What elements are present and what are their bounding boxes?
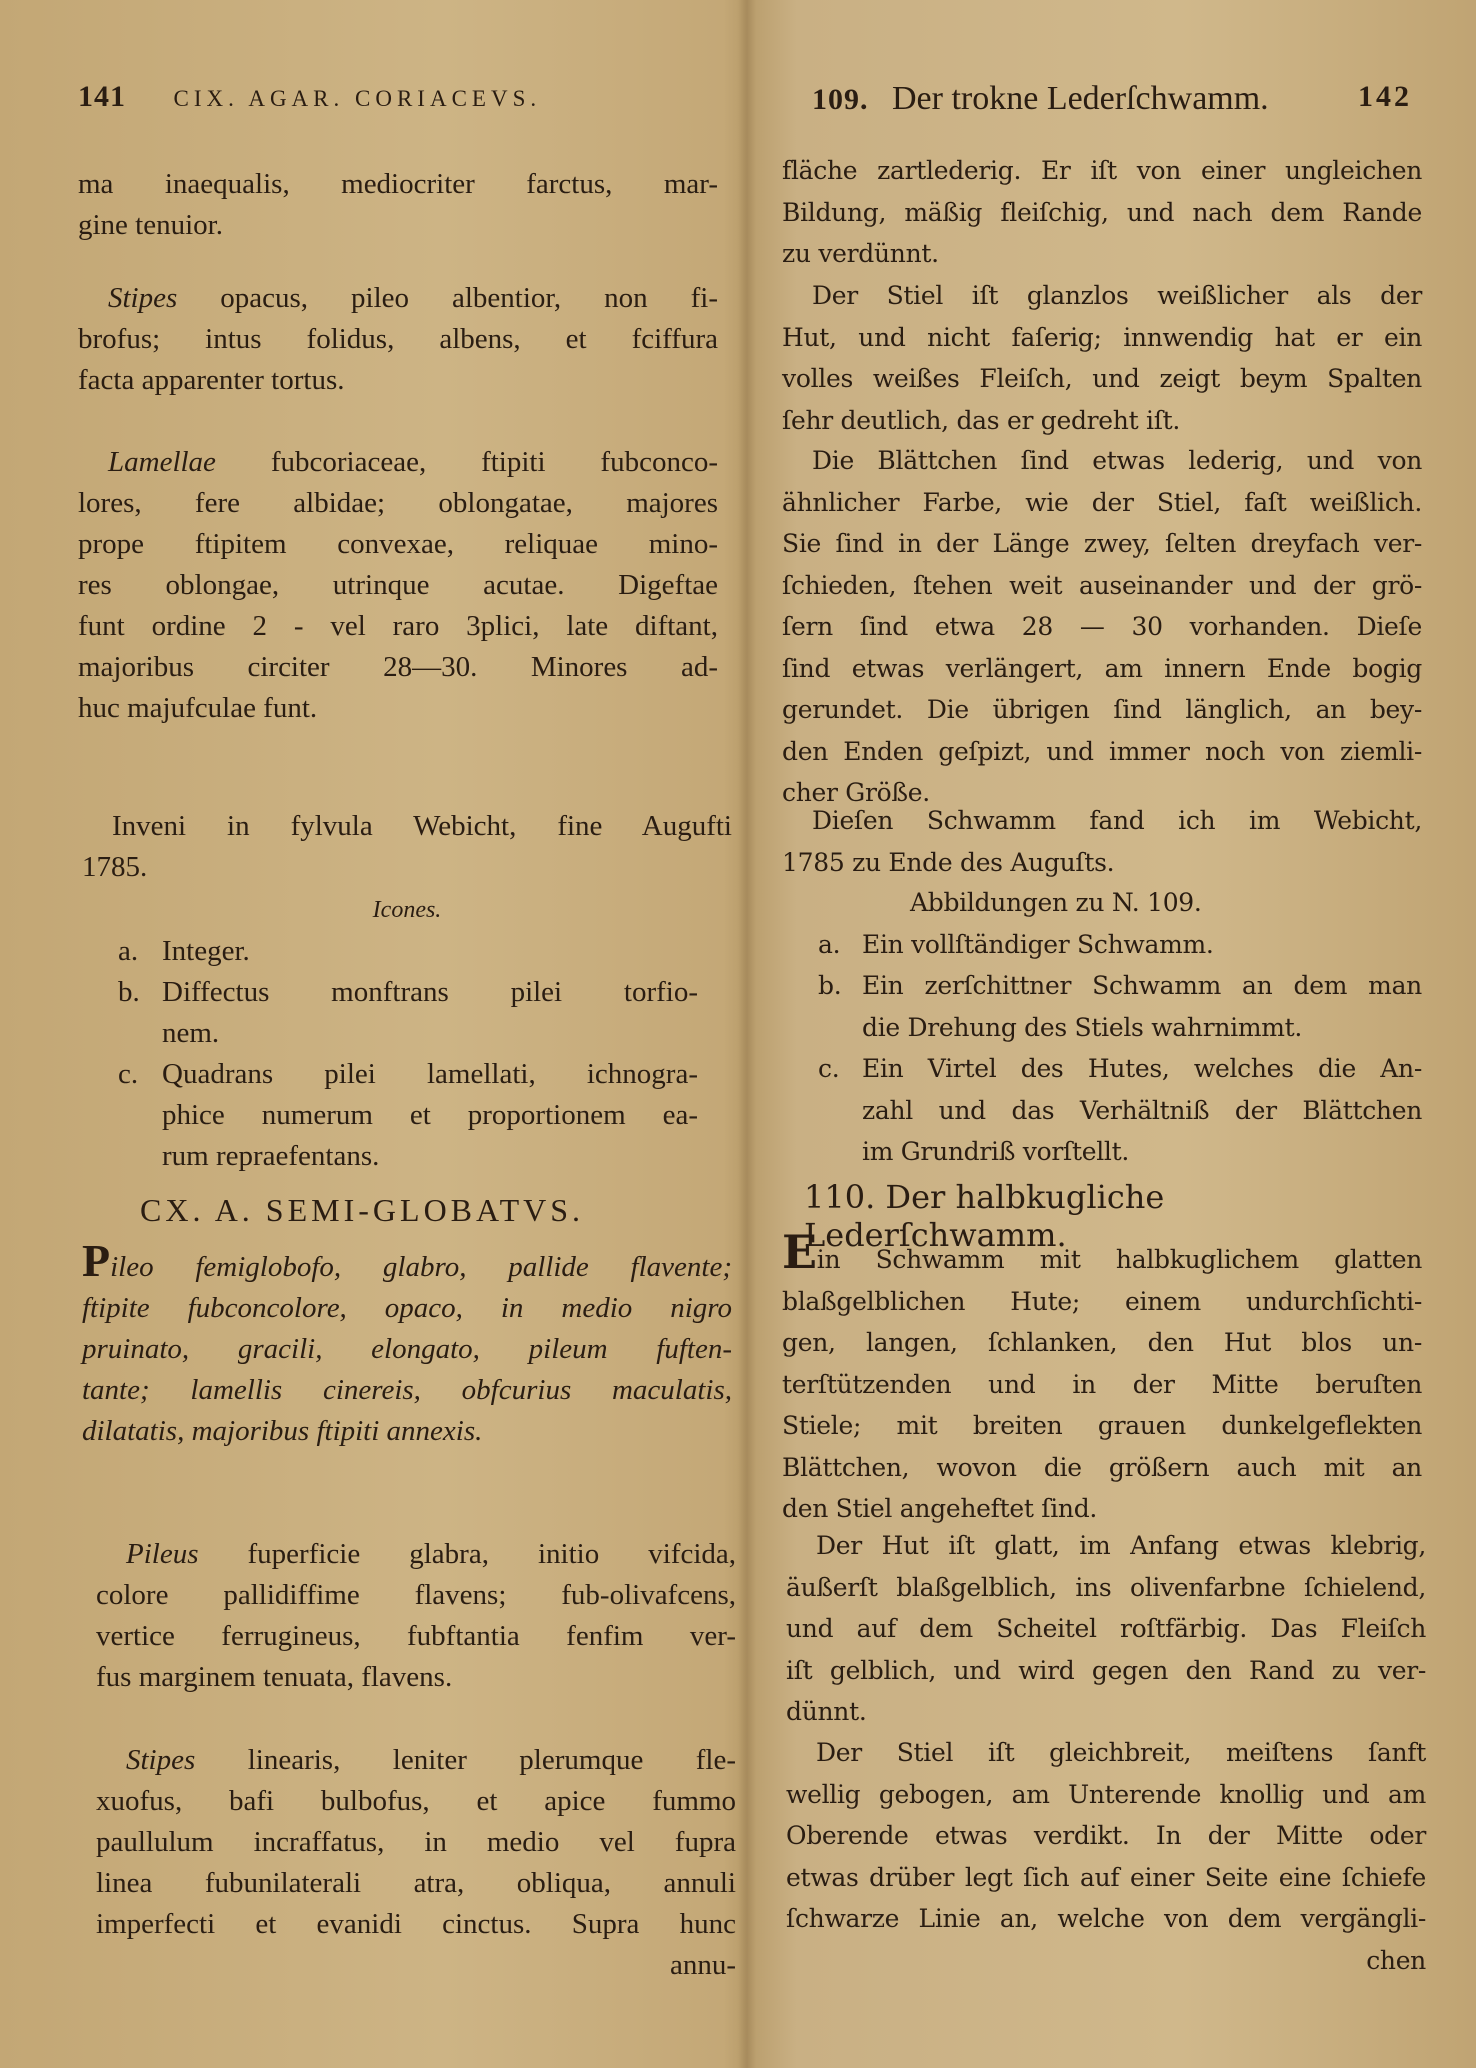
icones-heading: Icones. [372, 897, 442, 923]
text-line: facta apparenter tortus. [78, 364, 345, 396]
left-paragraph-pileus: Pileus fuperficie glabra, initio vifcida, colore pallidiffime flavens; fub-olivafcens, vertice ferrugineus, fubftantia fenfim ver- fus marginem tenuata, flavens. [96, 1538, 736, 1693]
catchword-right: chen [1366, 1945, 1426, 1975]
right-running-header [812, 80, 1412, 118]
left-paragraph-lamellae [78, 442, 718, 729]
right-entry-number: 109. [812, 83, 869, 116]
right-section-heading: 110. Der halbkugliche Lederſchwamm. [804, 1178, 1165, 1254]
lamellae-label: Lamellae [108, 446, 216, 478]
left-paragraph-stipes [78, 278, 718, 401]
abbildungen-heading: Abbildungen zu N. 109. [910, 888, 1202, 917]
text-line: lores, fere albidae; oblongatae, majores [78, 487, 718, 519]
dropcap: P [82, 1235, 111, 1286]
text-line: gine tenuior. [78, 209, 223, 241]
left-diagnosis: Pileo femiglobofo, glabro, pallide flavente; ftipite fubconcolore, opaco, in medio nigro pruinato, gracili, elongato, pileum fuften- tante; lamellis cinereis, obfcurius maculatis, dilatatis, majoribus ftipiti annexis. [82, 1235, 732, 1447]
text-line: res oblongae, utrinque acutae. Digeftae [78, 569, 718, 601]
left-paragraph-stipes-2: Stipes linearis, leniter plerumque fle- xuofus, bafi bulbofus, et apice fummo paullulum incraffatus, in medio vel fupra linea fubunilaterali atra, obliqua, annuli imperfecti et evanidi cinctus. Supra hunc annu- [96, 1740, 736, 1986]
left-icones [82, 890, 732, 1177]
text-line: prope ftipitem convexae, reliquae mino- [78, 528, 718, 560]
pileus-label: Pileus [126, 1538, 199, 1570]
text-line: ma inaequalis, mediocriter farctus, mar- [78, 168, 718, 200]
abbildung-b: b. Ein zerſchittner Schwamm an dem man die Drehung des Stiels wahrnimmt. [818, 971, 1422, 1042]
right-page-number: 142 [1358, 80, 1412, 113]
right-paragraph-1: fläche zartlederig. Er iſt von einer ungleichen Bildung, mäßig fleiſchig, und nach dem Rande zu verdünnt. [782, 156, 1422, 268]
right-paragraph-blaettchen: Die Blättchen ſind etwas lederig, und von ähnlicher Farbe, wie der Stiel, faſt weißlich. Sie ſind in der Länge zwey, ſelten dreyfach ver- ſchieden, ſtehen weit auseinander und der grö- ſern ſind etwa 28 — 30 vorhanden. Dieſe ſind etwas verlängert, am innern Ende bogig gerundet. Die übrigen ſind länglich, an bey- den Enden geſpizt, und immer noch von ziemli- cher Größe. [782, 446, 1422, 807]
dropcap-right: E [782, 1225, 817, 1279]
left-paragraph-locality [82, 806, 732, 888]
text-line: fubcoriaceae, ftipiti fubconco- [215, 446, 718, 478]
icon-caption-a: a. Integer. [118, 935, 250, 967]
text-line: majoribus circiter 28—30. Minores ad- [78, 651, 718, 683]
right-paragraph-hut: Der Hut iſt glatt, im Anfang etwas klebrig, äußerſt blaßgelblich, ins olivenfarbne ſchielend, und auf dem Scheitel roſtfärbig. Das Fleiſch iſt gelblich, und wird gegen den Rand zu ver- dünnt. [786, 1531, 1426, 1726]
left-running-header [78, 80, 541, 114]
left-section-heading: CX. A. SEMI-GLOBATVS. [140, 1192, 585, 1228]
right-paragraph-stiel: Der Stiel iſt glanzlos weißlicher als der Hut, und nicht faſerig; innwendig hat er ein volles weißes Fleiſch, und zeigt beym Spalten ſehr deutlich, das er gedreht iſt. [782, 281, 1422, 435]
text-line: 1785. [82, 851, 148, 883]
text-line: opacus, pileo albentior, non fi- [177, 282, 718, 314]
icon-caption-b: b. Diffectus monftrans pilei torfio- nem. [118, 976, 698, 1049]
text-line: huc majufculae funt. [78, 692, 318, 724]
left-running-title: CIX. AGAR. CORIACEVS. [173, 86, 542, 111]
right-diagnosis: Ein Schwamm mit halbkuglichem glatten blaßgelblichen Hute; einem undurchſichti- gen, langen, ſchlanken, den Hut blos un- terſtützenden und in der Mitte beruſten Stiele; mit breiten grauen dunkelgeflekten Blättchen, wovon die größern auch mit an den Stiel angeheftet ſind. [782, 1225, 1422, 1523]
text-line: brofus; intus folidus, albens, et fciffura [78, 323, 718, 355]
abbildung-a: a. Ein vollſtändiger Schwamm. [818, 929, 1214, 959]
right-abbildungen [782, 882, 1422, 1173]
catchword: annu- [669, 1949, 736, 1981]
text-line: Inveni in fylvula Webicht, fine Augufti [112, 810, 732, 842]
left-page-number: 141 [78, 80, 126, 113]
stipes-label: Stipes [108, 282, 178, 314]
book-gutter [738, 0, 756, 2068]
right-paragraph-stiel-2: Der Stiel iſt gleichbreit, meiſtens ſanft wellig gebogen, am Unterende knollig und am Oberende etwas verdikt. In der Mitte oder etwas drüber legt ſich auf einer Seite eine ſchiefe ſchwarze Linie an, welche von dem vergängli- chen [786, 1732, 1426, 1981]
left-paragraph-1 [78, 164, 718, 246]
stipes-label-2: Stipes [126, 1744, 196, 1776]
right-paragraph-fundort: Dieſen Schwamm fand ich im Webicht, 1785 zu Ende des Auguſts. [782, 806, 1422, 877]
text-line: funt ordine 2 - vel raro 3plici, late diftant, [78, 610, 718, 642]
icon-caption-c: c. Quadrans pilei lamellati, ichnogra- phice numerum et proportionem ea- rum repraefentans. [118, 1058, 698, 1172]
right-page [760, 0, 1476, 2068]
right-running-title: Der trokne Lederſchwamm. [892, 80, 1269, 117]
abbildung-c: c. Ein Virtel des Hutes, welches die An- zahl und das Verhältniß der Blättchen im Grundriß vorſtellt. [818, 1054, 1422, 1166]
